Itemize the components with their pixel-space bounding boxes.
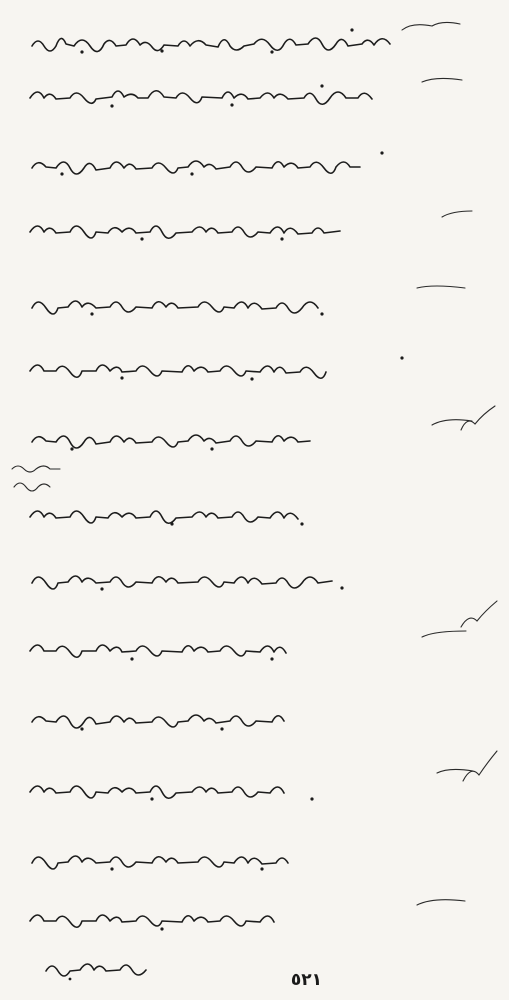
- handwritten-line-6: [22, 345, 487, 385]
- handwritten-line-11: [22, 695, 487, 735]
- page-number: ٥٢١: [290, 970, 322, 990]
- handwritten-line-3: [22, 140, 487, 180]
- handwritten-line-9: [22, 555, 487, 595]
- right-margin-annotation-3: [455, 745, 503, 790]
- handwritten-line-13: [22, 835, 487, 875]
- handwritten-line-12: [22, 765, 487, 805]
- handwritten-line-7: [22, 415, 487, 455]
- handwritten-line-1: [22, 18, 487, 58]
- handwritten-line-5: [22, 280, 487, 320]
- right-margin-annotation-2: [455, 595, 503, 635]
- handwritten-line-8: [22, 490, 487, 530]
- handwritten-line-4: [22, 205, 487, 245]
- right-margin-annotation-1: [455, 400, 503, 440]
- handwritten-line-2: [22, 72, 487, 112]
- handwritten-line-10: [22, 625, 487, 665]
- margin-annotation: [8, 455, 68, 500]
- handwritten-line-15: [40, 945, 160, 985]
- handwritten-line-14: [22, 895, 487, 935]
